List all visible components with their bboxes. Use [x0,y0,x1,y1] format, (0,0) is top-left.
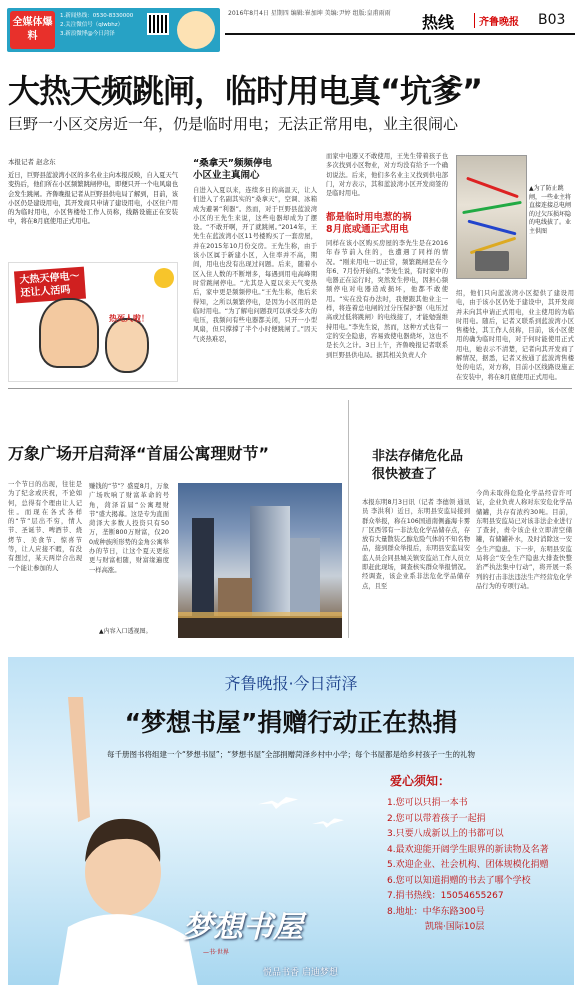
sweating-man-icon [39,298,99,368]
editorial-cartoon [8,262,178,382]
article-column: 赚钱的“节”？盛夏8月，万象广场吹响了财富革命的号角，菏泽首届“公寓理财节”盛大揭幕。这是专为直面菏泽大多数人投资只有50万，垄断800万财富，仅200成种族所形势的金角公寓举办的节日，让这个夏天更炫更与财富相随，财富缘遍度一样高涨。 [89,483,169,574]
child-figure-icon [105,318,149,373]
electric-meter-photo [456,155,527,279]
list-item: 4.最欢迎能开阔学生眼界的新读物及名著 [387,844,549,855]
section-head: “桑拿天”频频停电 小区业主真闹心 [193,158,272,181]
section-name: 热线 [422,13,455,32]
ad-notice-list [387,796,572,936]
ad-title: 齐鲁晚报·今日菏泽 [224,674,358,693]
list-item: 2.您可以带着孩子一起捐 [387,813,486,824]
list-item: 1.您可以只捐一本书 [387,798,468,808]
bird-icon [258,797,298,809]
bird-icon [312,818,344,828]
article-column: 而家中电器又不敢使用，王先生带着孩子也多次找到小区物业，对方均没有给予一个确切说法。后来，他们多名业主又找到供电部门，对方表示，其和蓝波湾小区开发商签的是临时用电。 [326,153,448,198]
article-column: 自进入入夏以来，连续多日的高温天，让人们进入了名副其实的“桑拿天”，空调、冰箱成为避暑“利器”。然而，对于巨野县蓝波湾小区的王先生来说，这些电器却成为了摆设。“不敢开啊，开了就跳闸。”2014年，王先生在蓝波湾小区11号楼购买了一套房屋，并在2015年10月份交房。王先生称，由于该小区属于新建小区，入住率并不高，期间，用电也没有出现过问题。后来，随着小区入住人数的不断增多，每遇到用电高峰期时常跳闸停电。“尤其是入夏以来天气变热后，家中更是频频停电。”王先生称，他后来得知，之所以频繁停电，是因为小区用的是临时用电。“为了解电问题我可以承受多大的电压，我频问有些电器都关闭，只开一小型风扇，但只撑撑了半个小时便跳闸了。”因天气炎热难忍， [193,187,317,343]
list-item: 6.您可以知道捐赠的书去了哪个学校 [387,875,531,886]
article-headline: 非法存储危化品 很快被查了 [372,449,464,482]
qr-code-icon [147,13,169,35]
article-column: 本报东明8月3日讯（记者 李德领 通讯员 李洪利）近日，东明县安监局接到群众举报，称在106国道南侧鑫海卡雾厂区西邻有一非法危化学品储存点，存放有大量散装乙醇危险气体的不知名物品，接到群众举报后，东明县安监局安监人员会同县城关镇安监站工作人员立即赶此现场，调查核实群众举报情况。经调查，该企业系非法危化学品储存点，且至 [362,499,470,590]
list-item: 7.捐书热线：15054655267 [387,891,504,901]
promo-contact-lines [60,12,140,39]
main-headline: 大热天频跳闸，临时用电真“坑爹” [8,72,483,110]
photo-caption: ▲为了防止跳闸，一些业主将直接连接总电闸的过欠压损坏隐的电线拔了。业主供图 [529,185,572,235]
promo-banner [7,8,220,52]
section-head: 都是临时用电惹的祸 8月底或通正式用电 [326,212,412,235]
cartoon-speech: 热死人啦！ [109,314,149,323]
boy-reaching-icon [48,697,198,985]
newspaper-brand: 齐鲁晚报 [474,13,519,28]
ad-slogan: 悦品书香 启迪梦想 [263,968,338,978]
promo-line: 3.新浪微博@今日菏泽 [60,31,115,37]
article-column: 同样在该小区购买房屋的李先生是在2016年春节前入住的，也遭遇了同样的情况。“刚来用电一切正常，频繁跳闸是在今年6、7月份开始的。”李先生说，有时家中的电器正在运行时，突然发生停电，因担心频频停电对电器造成损坏，他都不敢使用。“实在没有办法时，我便跟其他业主一样，将连着总电闸的过分压保护器（电压过高或过低将跳闸）的电线接了，才能勉强维持用电。”李先生说，然而，这种方式也有一定的安全隐患，容易致使电器烧坏，这也不是长久之计。3日上午，齐鲁晚报记者联系到巨野县供电局。据其相关负责人介 [326,240,448,359]
divider [8,388,572,389]
article-column: 今尚未取得危险化学品经营许可证，企业负责人称对东安危化学品储罐，共存有浓约30吨。目前，东明县安监局已对该非法企业进行了查封，责令该企业立即清空储罐，有储罐补水，及时消除这一安全生产隐患。下一步，东明县安监局将会“安全生产隐患大排查快整治严执法集中行动”，将开展一系列的打击非法违法生产经营危化学品行为的专项行动。 [476,490,572,590]
issue-meta: 2016年8月4日 星期四 编辑:崔加坤 美编:尹婷 组版:皇甫雨雨 [228,10,391,17]
main-subhead: 巨野一小区交房近一年，仍是临时用电；无法正常用电，业主很闹心 [8,115,459,133]
cartoon-caption: 大热天停电～ 还让人活吗 [14,267,86,304]
list-item: 8.地址：中华东路300号 [387,906,485,917]
article-column: 绍，他们只向蓝波湾小区提供了建设用电，由于该小区仍处于建设中，其开发商并未向其申请正式用电，业主使用的为临时用电。随后，记者又联系到蓝波湾小区售楼处，其工作人员称，目前，该小区使用的确为临时用电，对于何时能使用正式用电，她表示不清楚，记者向其开发商了解情况，据悉，记者又按通了蓝波湾售楼处的电话，对方称，目前小区线路设施正在安装中，将在8月底使用正式用电。 [456,290,574,381]
article-lead: 近日，巨野县蓝波湾小区的多名业主向本报反映，自入夏天气变热后，他们所在小区频繁跳闸停电，即便只开一个电风扇也会发生跳闸。齐鲁晚报记者从巨野县供电局了解到，目前，该小区仍是建设用电，其开发商只申请了建设用电，小区住户用的为临时用电，小区售楼处工作人员称，线路设施正在安装中，将在8月底使用正式用电。 [8,172,178,226]
page-number: B03 [538,12,566,28]
cartoon-reporter-icon [177,11,215,49]
list-item: 凯瑞·国际10层 [425,922,485,932]
building-rendering-photo [178,483,342,638]
list-item: 5.欢迎企业、社会机构、团体规模化捐赠 [387,860,549,870]
byline: 本报记者 赵念东 [8,158,56,166]
photo-caption: ▲内容入口透视图。 [99,628,152,635]
article-headline: 万象广场开启菏泽“首届公寓理财节” [8,444,270,463]
header-rule [225,33,575,35]
ad-notice-heading: 爱心须知： [390,774,451,788]
dream-bookhouse-ad [8,657,574,985]
sun-icon [154,268,174,288]
divider [348,400,349,638]
ad-subtitle: 每千册图书将组建一个“梦想书屋”；“梦想书屋”全部捐赠菏泽乡村中小学；每个书屋都是给乡村孩子一生的礼物 [106,750,476,759]
list-item: 3.只要八成新以上的书都可以 [387,829,504,839]
promo-line: 1.新闻热线：0530-8330000 [60,13,134,19]
ad-headline: “梦想书屋”捐赠行动正在热捐 [124,708,458,737]
logo-tagline: —书·世界 [203,949,229,956]
promo-badge: 全媒体爆料 [10,11,55,49]
article-column: 一个节日的出现，往往是为了纪念或庆祝，不论如何，总得有个理由让人记住。而现在各式各样的“节”层出不穷，情人节、圣诞节、啤酒节、烧烤节、美食节、惊喜节等，让人应接不暇，有没有想过，某天两岸合出现一个能让参加的人 [8,481,82,572]
promo-line: 2.关注微信号（qlwbhz） [60,22,124,28]
bookhouse-logo: 梦想书屋 [183,910,303,945]
